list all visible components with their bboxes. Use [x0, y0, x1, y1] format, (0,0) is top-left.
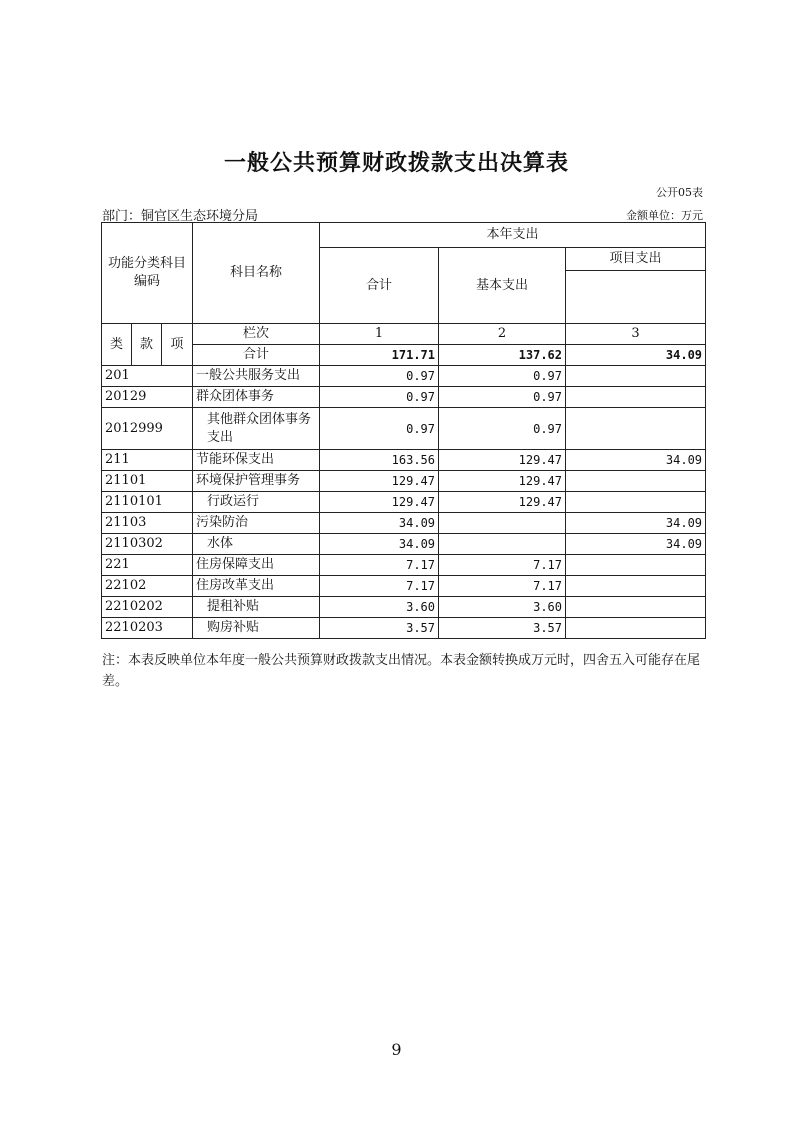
- row-basic: [439, 534, 566, 555]
- row-name: 群众团体事务: [193, 387, 320, 408]
- total-basic: 137.62: [439, 345, 566, 366]
- row-total: 0.97: [320, 408, 439, 450]
- row-project: [566, 618, 706, 639]
- table-row: [102, 576, 706, 597]
- header-col-index: 栏次: [193, 324, 320, 345]
- row-project: [566, 471, 706, 492]
- table-row: [102, 534, 706, 555]
- row-total: 129.47: [320, 492, 439, 513]
- row-basic: 3.60: [439, 597, 566, 618]
- row-basic: 129.47: [439, 450, 566, 471]
- row-project: [566, 408, 706, 450]
- row-code: 2012999: [102, 408, 193, 450]
- row-name: 节能环保支出: [193, 450, 320, 471]
- total-label: 合计: [193, 345, 320, 366]
- row-project: [566, 555, 706, 576]
- header-total: 合计: [320, 248, 439, 324]
- header-project: 项目支出: [566, 248, 706, 271]
- row-total: 0.97: [320, 387, 439, 408]
- header-kuan: 款: [132, 324, 162, 366]
- footnote: 注：本表反映单位本年度一般公共预算财政拨款支出情况。本表金额转换成万元时，四舍五入可能存在尾差。: [102, 653, 701, 689]
- header-subject-name: 科目名称: [193, 223, 320, 324]
- row-total: 7.17: [320, 555, 439, 576]
- header-project-blank: [566, 271, 706, 324]
- row-total: 0.97: [320, 366, 439, 387]
- row-basic: 0.97: [439, 366, 566, 387]
- row-code: 201: [102, 366, 193, 387]
- row-total: 34.09: [320, 513, 439, 534]
- row-name: 提租补贴: [193, 597, 320, 618]
- table-row: [102, 471, 706, 492]
- total-value: 171.71: [320, 345, 439, 366]
- row-name: 环境保护管理事务: [193, 471, 320, 492]
- total-project: 34.09: [566, 345, 706, 366]
- header-func-code: 功能分类科目编码: [102, 223, 193, 324]
- row-basic: 3.57: [439, 618, 566, 639]
- table-row: [102, 555, 706, 576]
- row-name: 污染防治: [193, 513, 320, 534]
- row-total: 3.60: [320, 597, 439, 618]
- row-project: [566, 387, 706, 408]
- table-row: [102, 366, 706, 387]
- form-code: 公开05表: [656, 186, 703, 199]
- row-project: [566, 492, 706, 513]
- row-code: 2110302: [102, 534, 193, 555]
- row-code: 2210203: [102, 618, 193, 639]
- header-xiang: 项: [162, 324, 193, 366]
- row-code: 20129: [102, 387, 193, 408]
- row-basic: 7.17: [439, 576, 566, 597]
- table-row: [102, 618, 706, 639]
- table-row: [102, 597, 706, 618]
- row-name: 住房改革支出: [193, 576, 320, 597]
- header-current-year: 本年支出: [320, 223, 706, 248]
- row-total: 34.09: [320, 534, 439, 555]
- row-basic: 129.47: [439, 492, 566, 513]
- row-project: 34.09: [566, 513, 706, 534]
- row-code: 21103: [102, 513, 193, 534]
- row-total: 3.57: [320, 618, 439, 639]
- page-number: 9: [391, 1040, 402, 1059]
- row-project: [566, 576, 706, 597]
- row-basic: 0.97: [439, 408, 566, 450]
- table-row: [102, 408, 706, 450]
- row-project: 34.09: [566, 450, 706, 471]
- row-basic: 0.97: [439, 387, 566, 408]
- table-row: [102, 450, 706, 471]
- row-project: [566, 366, 706, 387]
- header-basic: 基本支出: [439, 248, 566, 324]
- header-col-3: 3: [566, 324, 706, 345]
- table-row: [102, 387, 706, 408]
- row-project: [566, 597, 706, 618]
- row-project: 34.09: [566, 534, 706, 555]
- row-code: 2210202: [102, 597, 193, 618]
- row-total: 129.47: [320, 471, 439, 492]
- amount-unit-label: 金额单位：万元: [626, 209, 703, 222]
- table-row: [102, 513, 706, 534]
- row-name: 其他群众团体事务支出: [193, 408, 320, 450]
- row-basic: [439, 513, 566, 534]
- row-total: 7.17: [320, 576, 439, 597]
- row-code: 2110101: [102, 492, 193, 513]
- header-cat: 类: [102, 324, 132, 366]
- row-basic: 129.47: [439, 471, 566, 492]
- row-code: 21101: [102, 471, 193, 492]
- row-code: 221: [102, 555, 193, 576]
- total-row: [102, 345, 706, 366]
- department-label: 部门：铜官区生态环境分局: [102, 209, 259, 224]
- row-code: 211: [102, 450, 193, 471]
- row-name: 一般公共服务支出: [193, 366, 320, 387]
- row-total: 163.56: [320, 450, 439, 471]
- row-name: 行政运行: [193, 492, 320, 513]
- row-name: 水体: [193, 534, 320, 555]
- table-row: [102, 492, 706, 513]
- row-code: 22102: [102, 576, 193, 597]
- expenditure-table: [101, 222, 706, 639]
- header-col-1: 1: [320, 324, 439, 345]
- header-col-2: 2: [439, 324, 566, 345]
- row-name: 住房保障支出: [193, 555, 320, 576]
- row-name: 购房补贴: [193, 618, 320, 639]
- table-title: 一般公共预算财政拨款支出决算表: [223, 150, 569, 176]
- row-basic: 7.17: [439, 555, 566, 576]
